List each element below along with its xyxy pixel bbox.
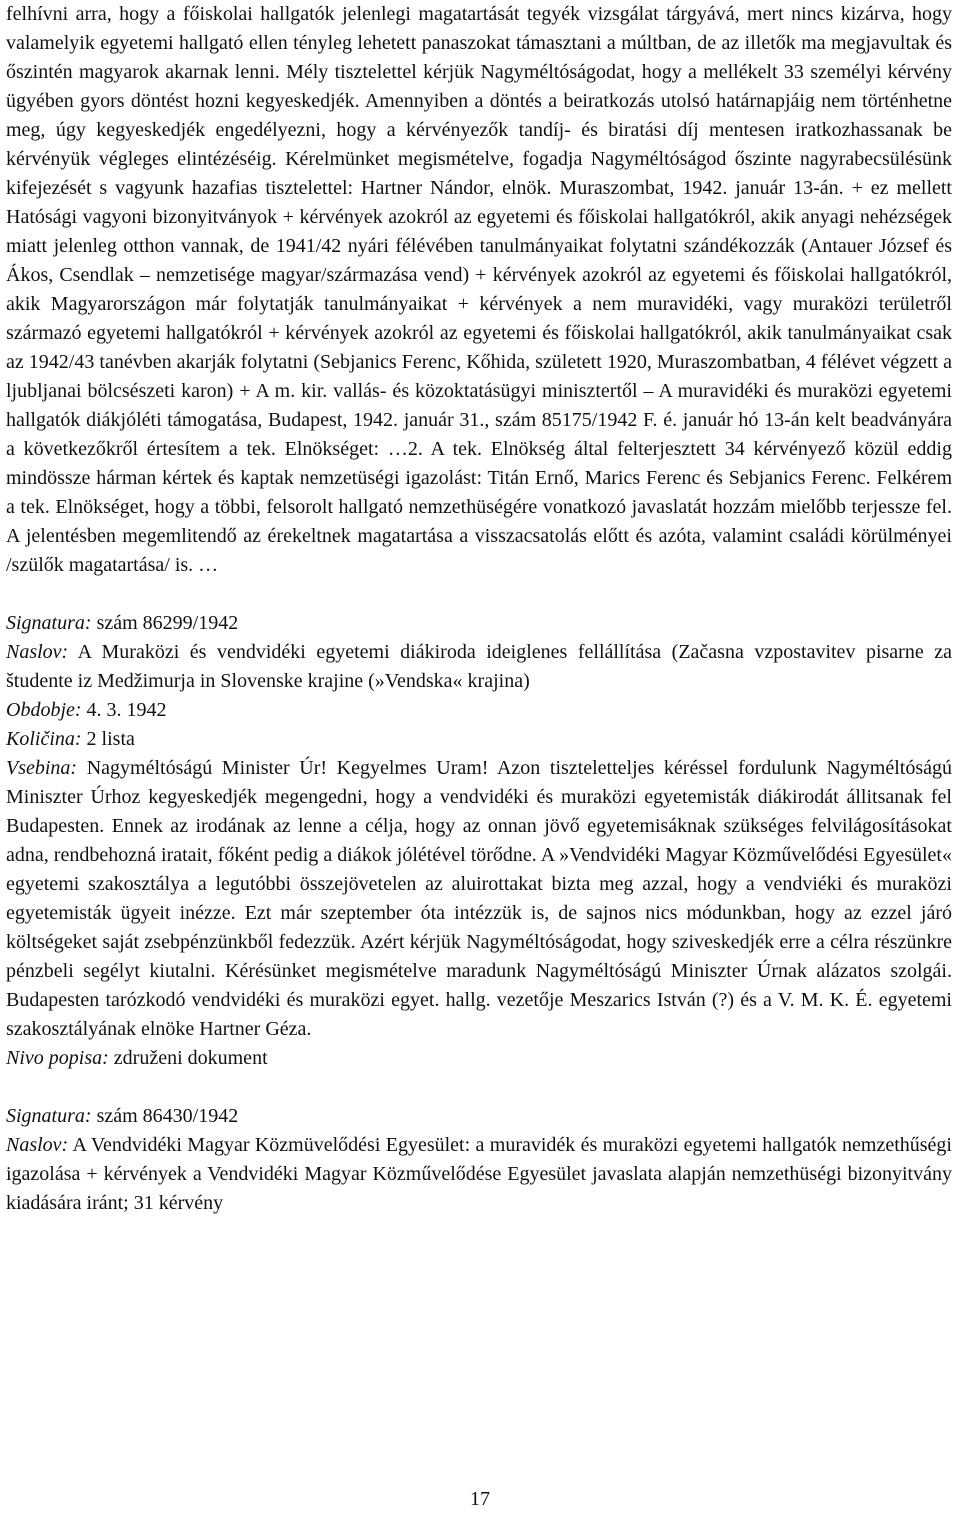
kolicina-value: 2 lista [81, 728, 135, 750]
obdobje-label: Obdobje: [6, 699, 82, 721]
page-number: 17 [470, 1488, 490, 1510]
naslov-label: Naslov: [6, 641, 69, 663]
archive-record-1 [6, 609, 952, 1073]
naslov-value: A Muraközi és vendvidéki egyetemi diákiroda ideiglenes fellállítása (Začasna vzpostavitev pisarne za študente iz Medžimurja in Slovenske krajine (»Vendska« krajina) [6, 641, 952, 692]
vsebina-value: Nagyméltóságú Minister Úr! Kegyelmes Uram! Azon tiszteletteljes kéréssel fordulunk Nagyméltóságú Miniszter Úrhoz kegyeskedjék megengedni, hogy a vendvidéki és muraközi egyetemisták diákirodát állitsanak fel Budapesten. Ennek az irodának az lenne a célja, hogy az onnan jövő egyetemisáknak szükséges felvilágosításokat adna, rendbehozná iratait, főként pedig a diákok jólétével törődne. A »Vendvidéki Magyar Közművelődési Egyesület« egyetemi szakosztálya a legutóbbi összejövetelen az aluirottakat bizta meg azzal, hogy a vendviéki és muraközi egyetemisták ügyeit inézze. Ezt már szeptember óta intézzük is, de sajnos nics módunkban, hogy az ezzel járó költségeket saját zsebpénzünkből fedezzük. Azért kérjük Nagyméltóságodat, hogy sziveskedjék erre a célra részünkre pénzbeli segélyt kiutalni. Kérésünket megismételve maradunk Nagyméltóságú Miniszter Úrnak alázatos szolgái. Budapesten tarózkodó vendvidéki és muraközi egyet. hallg. vezetője Meszarics István (?) és a V. M. K. É. egyetemi szakosztályának elnöke Hartner Géza. [6, 757, 952, 1040]
naslov-label: Naslov: [6, 1134, 69, 1156]
naslov-field [6, 638, 952, 696]
kolicina-field [6, 725, 952, 754]
signatura-label: Signatura: [6, 612, 92, 634]
document-page [6, 0, 952, 1218]
signatura-value: szám 86299/1942 [91, 612, 239, 634]
signatura-label: Signatura: [6, 1105, 92, 1127]
signatura-field [6, 609, 952, 638]
signatura-field [6, 1102, 952, 1131]
kolicina-label: Količina: [6, 728, 82, 750]
obdobje-value: 4. 3. 1942 [81, 699, 167, 721]
intro-paragraph: felhívni arra, hogy a főiskolai hallgatók jelenlegi magatartását tegyék vizsgálat tárgyává, mert nincs kizárva, hogy valamelyik egyetemi hallgató ellen tényleg lehetett panaszokat támasztani a múltban, de az illetők ma megjavultak és őszintén magyarok akarnak lenni. Mély tisztelettel kérjük Nagyméltóságodat, hogy a mellékelt 33 személyi kérvény ügyében gyors döntést hozni kegyeskedjék. Amennyiben a döntés a beiratkozás utolsó határnapjáig nem történhetne meg, úgy kegyeskedjék engedélyezni, hogy a kérvényezők tandíj- és biratási díj mentesen iratkozhassanak be kérvényük végleges elintézéséig. Kérelmünket megismételve, fogadja Nagyméltóságod őszinte nagyrabecsülésünk kifejezését s vagyunk hazafias tisztelettel: Hartner Nándor, elnök. Muraszombat, 1942. január 13-án. + ez mellett Hatósági vagyoni bizonyitványok + kérvények azokról az egyetemi és főiskolai hallgatókról, akik anyagi nehézségek miatt jelenleg otthon vannak, de 1941/42 nyári félévében tanulmányaikat folytatni szándékozzák (Antauer József és Ákos, Csendlak – nemzetisége magyar/származása vend) + kérvények azokról az egyetemi és főiskolai hallgatókról, akik Magyarországon már folytatják tanulmányaikat + kérvények a nem muravidéki, vagy muraközi területről származó egyetemi hallgatókról + kérvények azokról az egyetemi és főiskolai hallgatókról, akik tanulmányaikat csak az 1942/43 tanévben akarják folytatni (Sebjanics Ferenc, Kőhida, született 1920, Muraszombatban, 4 félévet végzett a ljubljanai bölcsészeti karon) + A m. kir. vallás- és közoktatásügyi minisztertől – A muravidéki és muraközi egyetemi hallgatók diákjóléti támogatása, Budapest, 1942. január 31., szám 85175/1942 F. é. január hó 13-án kelt beadványára a következőkről értesítem a tek. Elnökséget: …2. A tek. Elnökség által felterjesztett 34 kérvényező közül eddig mindössze hárman kértek és kaptak nemzetüségi igazolást: Titán Ernő, Marics Ferenc és Sebjanics Ferenc. Felkérem a tek. Elnökséget, hogy a többi, felsorolt hallgató nemzethüségére vonatkozó javaslatát hozzám mielőbb terjessze fel. A jelentésben megemlitendő az érekeltnek magatartása a visszacsatolás előtt és azóta, valamint családi körülményei /szülők magatartása/ is. … [6, 3, 952, 576]
archive-record-2 [6, 1102, 952, 1218]
vsebina-field [6, 754, 952, 1044]
nivo-popisa-field [6, 1044, 952, 1073]
nivo-popisa-label: Nivo popisa: [6, 1047, 109, 1069]
signatura-value: szám 86430/1942 [91, 1105, 239, 1127]
obdobje-field [6, 696, 952, 725]
nivo-popisa-value: združeni dokument [108, 1047, 268, 1069]
naslov-value: A Vendvidéki Magyar Közmüvelődési Egyesület: a muravidék és muraközi egyetemi hallgatók nemzethűségi igazolása + kérvények a Vendvidéki Magyar Közművelődése Egyesület javaslata alapján nemzethüségi bizonyitvány kiadására iránt; 31 kérvény [6, 1134, 952, 1214]
vsebina-label: Vsebina: [6, 757, 78, 779]
naslov-field [6, 1131, 952, 1218]
